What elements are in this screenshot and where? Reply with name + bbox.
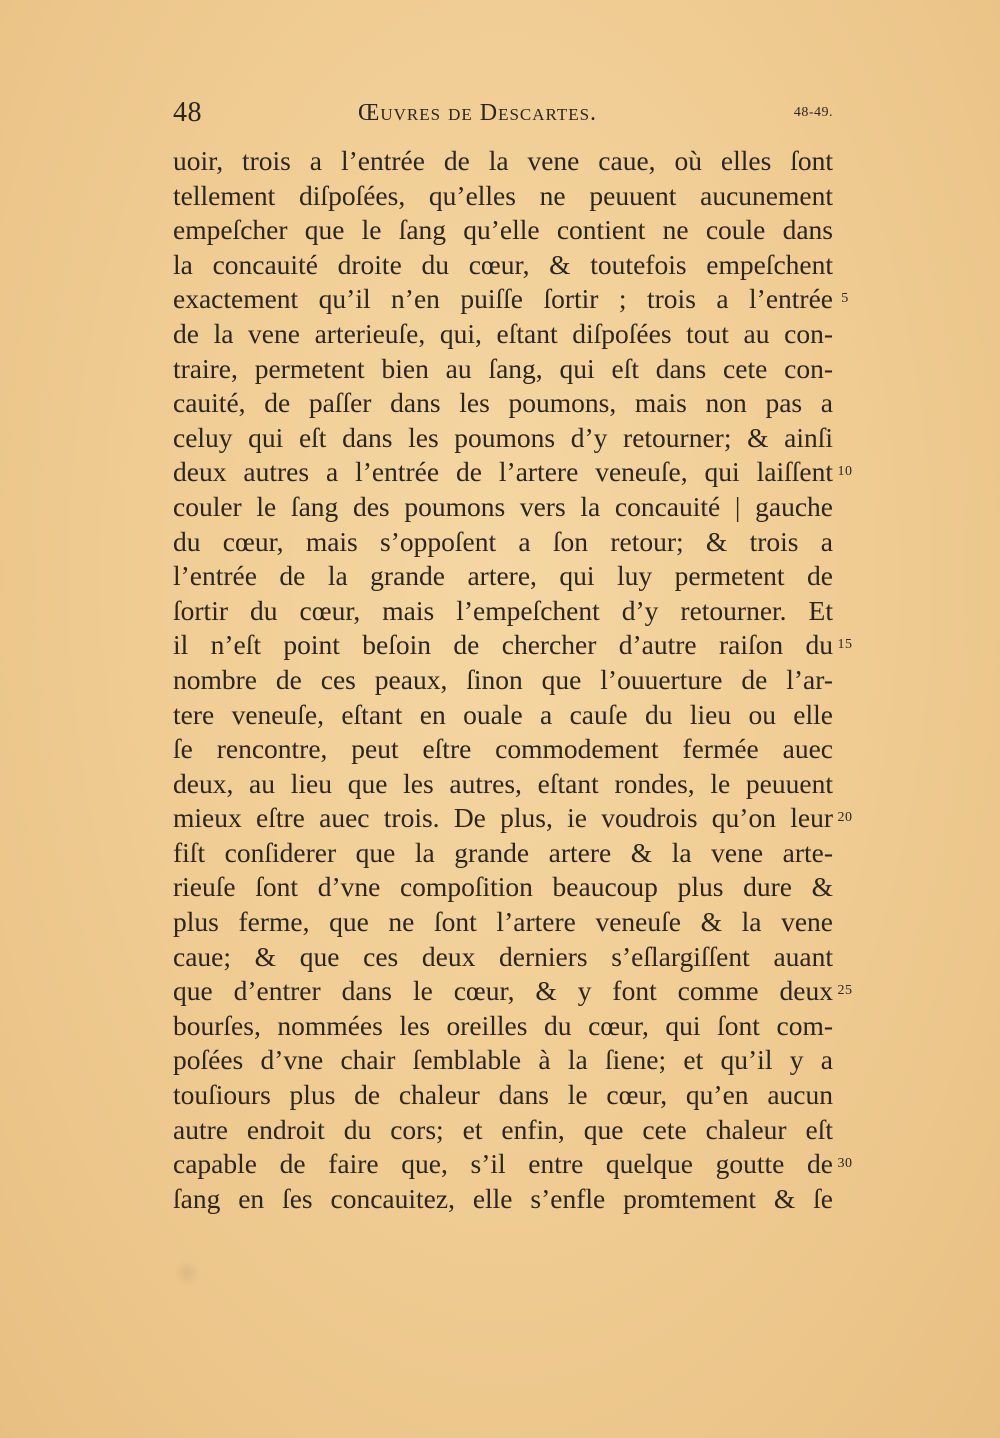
paper-stain xyxy=(175,1258,199,1288)
text-line: ſe rencontre, peut eſtre commodement fermée auec xyxy=(173,733,833,765)
text-line: autre endroit du cors; et enfin, que cete chaleur eſt xyxy=(173,1113,833,1145)
text-line: bourſes, nommées les oreilles du cœur, qui ſont com- xyxy=(173,1009,833,1041)
text-line: ſortir du cœur, mais l’empeſchent d’y retourner. Et xyxy=(173,594,833,626)
folio-range: 48-49. xyxy=(793,105,833,120)
margin-line-number: 15 xyxy=(837,637,853,653)
text-line: de la vene arterieuſe, qui, eſtant diſpoſées tout au con- xyxy=(173,317,833,349)
text-line: plus ferme, que ne ſont l’artere veneuſe & la vene xyxy=(173,906,833,938)
text-line: celuy qui eſt dans les poumons d’y retourner; & ainſi xyxy=(173,421,833,453)
text-line: caue; & que ces deux derniers s’eſlargiſſent auant xyxy=(173,940,833,972)
text-line: tellement diſpoſées, qu’elles ne peuuent aucunement xyxy=(173,179,833,211)
body-text xyxy=(173,144,833,1216)
text-line: empeſcher que le ſang qu’elle contient ne coule dans xyxy=(173,214,833,246)
text-line: deux autres a l’entrée de l’artere veneuſe, qui laiſſent xyxy=(173,456,833,488)
text-line: du cœur, mais s’oppoſent a ſon retour; & trois a xyxy=(173,525,833,557)
text-line: deux, au lieu que les autres, eſtant rondes, le peuuent xyxy=(173,767,833,799)
margin-line-number: 30 xyxy=(837,1156,853,1172)
running-head xyxy=(173,95,833,135)
text-line: touſiours plus de chaleur dans le cœur, qu’en aucun xyxy=(173,1079,833,1111)
text-line: la concauité droite du cœur, & toutefois empeſchent xyxy=(173,248,833,280)
margin-line-number: 5 xyxy=(841,291,849,307)
margin-line-number: 10 xyxy=(837,464,853,480)
page-number: 48 xyxy=(173,97,202,128)
text-line: uoir, trois a l’entrée de la vene caue, où elles ſont xyxy=(173,145,833,176)
text-line: poſées d’vne chair ſemblable à la ſiene; et qu’il y a xyxy=(173,1044,833,1076)
text-line: fiſt conſiderer que la grande artere & la vene arte- xyxy=(173,836,833,868)
text-line: tere veneuſe, eſtant en ouale a cauſe du lieu ou elle xyxy=(173,698,833,730)
text-line: il n’eſt point beſoin de chercher d’autre raiſon du xyxy=(173,629,833,661)
text-line: traire, permetent bien au ſang, qui eſt dans cete con- xyxy=(173,352,833,384)
text-line: que d’entrer dans le cœur, & y font comme deux xyxy=(173,975,833,1007)
text-line: ſang en ſes concauitez, elle s’enfle promtement & ſe xyxy=(173,1182,833,1214)
margin-line-number: 25 xyxy=(837,983,853,999)
text-line: nombre de ces peaux, ſinon que l’ouuerture de l’ar- xyxy=(173,663,833,695)
text-line: capable de faire que, s’il entre quelque goutte de xyxy=(173,1148,833,1180)
text-line: rieuſe ſont d’vne compoſition beaucoup plus dure & xyxy=(173,871,833,903)
text-line: couler le ſang des poumons vers la concauité | gauche xyxy=(173,490,833,522)
text-line: l’entrée de la grande artere, qui luy permetent de xyxy=(173,560,833,592)
text-line: mieux eſtre auec trois. De plus, ie voudrois qu’on leur xyxy=(173,802,833,834)
text-line: cauité, de paſſer dans les poumons, mais non pas a xyxy=(173,387,833,419)
running-title: Œuvres de Descartes. xyxy=(358,100,598,126)
text-line: exactement qu’il n’en puiſſe ſortir ; trois a l’entrée xyxy=(173,283,833,315)
margin-line-number: 20 xyxy=(837,810,853,826)
